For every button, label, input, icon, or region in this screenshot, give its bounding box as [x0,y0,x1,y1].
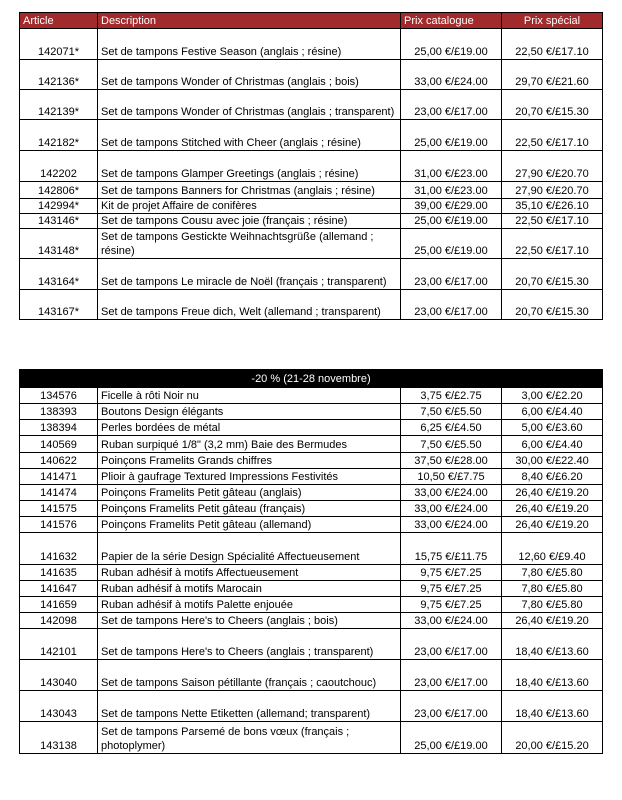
article-cell: 141647 [20,581,98,597]
table-row [20,214,603,229]
prix-catalogue-cell: 31,00 €/£23.00 [401,151,502,182]
prix-catalogue-cell: 7,50 €/£5.50 [401,404,502,420]
description-cell: Poinçons Framelits Petit gâteau (allemand) [98,517,401,533]
description-cell: Set de tampons Nette Etiketten (allemand; transparent) [98,691,401,722]
article-cell: 141659 [20,597,98,613]
prix-catalogue-cell: 7,50 €/£5.50 [401,436,502,453]
prix-special-cell: 6,00 €/£4.40 [502,404,603,420]
prix-catalogue-cell: 25,00 €/£19.00 [401,120,502,151]
prix-special-cell: 27,90 €/£20.70 [502,182,603,199]
article-cell: 142098 [20,613,98,629]
article-cell: 142136* [20,60,98,90]
prix-catalogue-cell: 39,00 €/£29.00 [401,199,502,214]
prix-catalogue-cell: 31,00 €/£23.00 [401,182,502,199]
prix-special-cell: 22,50 €/£17.10 [502,229,603,259]
table-row [20,565,603,581]
prix-special-cell: 3,00 €/£2.20 [502,388,603,404]
table-row [20,501,603,517]
prix-special-cell: 20,70 €/£15.30 [502,90,603,120]
table-row [20,388,603,404]
article-cell: 142182* [20,120,98,151]
description-cell: Set de tampons Banners for Christmas (anglais ; résine) [98,182,401,199]
prix-special-cell: 12,60 €/£9.40 [502,533,603,565]
section-header-row [20,370,603,388]
prix-special-cell: 20,70 €/£15.30 [502,259,603,290]
description-cell: Ruban adhésif à motifs Marocain [98,581,401,597]
prix-catalogue-cell: 25,00 €/£19.00 [401,214,502,229]
prix-special-cell: 26,40 €/£19.20 [502,501,603,517]
table-row [20,517,603,533]
description-cell: Set de tampons Here's to Cheers (anglais ; transparent) [98,629,401,660]
description-cell: Poinçons Framelits Petit gâteau (anglais) [98,485,401,501]
prix-special-cell: 20,00 €/£15.20 [502,722,603,754]
prix-special-cell: 20,70 €/£15.30 [502,290,603,320]
prix-catalogue-cell: 9,75 €/£7.25 [401,597,502,613]
description-cell: Set de tampons Freue dich, Welt (allemand ; transparent) [98,290,401,320]
description-cell: Set de tampons Saison pétillante (français ; caoutchouc) [98,660,401,691]
prix-catalogue-cell: 6,25 €/£4.50 [401,420,502,436]
prix-catalogue-cell: 23,00 €/£17.00 [401,259,502,290]
description-cell: Ruban adhésif à motifs Palette enjouée [98,597,401,613]
description-cell: Kit de projet Affaire de conifères [98,199,401,214]
prix-catalogue-cell: 33,00 €/£24.00 [401,613,502,629]
description-cell: Set de tampons Stitched with Cheer (anglais ; résine) [98,120,401,151]
table-row [20,182,603,199]
header-prix-special: Prix spécial [502,13,603,29]
table-row [20,151,603,182]
header-article: Article [20,13,98,29]
article-cell: 138393 [20,404,98,420]
table-row [20,420,603,436]
article-cell: 143148* [20,229,98,259]
table-row [20,581,603,597]
prix-special-cell: 26,40 €/£19.20 [502,485,603,501]
prix-catalogue-cell: 10,50 €/£7.75 [401,469,502,485]
table-row [20,29,603,60]
prix-catalogue-cell: 3,75 €/£2.75 [401,388,502,404]
prix-catalogue-cell: 23,00 €/£17.00 [401,691,502,722]
prix-catalogue-cell: 15,75 €/£11.75 [401,533,502,565]
article-cell: 142139* [20,90,98,120]
article-cell: 143043 [20,691,98,722]
prix-special-cell: 27,90 €/£20.70 [502,151,603,182]
header-prix-catalogue: Prix catalogue [401,13,502,29]
article-cell: 141635 [20,565,98,581]
prix-special-cell: 18,40 €/£13.60 [502,691,603,722]
price-table-main [19,12,603,320]
prix-catalogue-cell: 33,00 €/£24.00 [401,501,502,517]
description-cell: Ruban adhésif à motifs Affectueusement [98,565,401,581]
prix-special-cell: 35,10 €/£26.10 [502,199,603,214]
prix-special-cell: 18,40 €/£13.60 [502,660,603,691]
article-cell: 141471 [20,469,98,485]
article-cell: 140622 [20,453,98,469]
table-row [20,597,603,613]
prix-catalogue-cell: 9,75 €/£7.25 [401,581,502,597]
article-cell: 142071* [20,29,98,60]
description-cell: Set de tampons Wonder of Christmas (anglais ; transparent) [98,90,401,120]
description-cell: Set de tampons Festive Season (anglais ; résine) [98,29,401,60]
article-cell: 142101 [20,629,98,660]
prix-special-cell: 8,40 €/£6.20 [502,469,603,485]
prix-special-cell: 30,00 €/£22.40 [502,453,603,469]
prix-special-cell: 7,80 €/£5.80 [502,597,603,613]
table-row [20,229,603,259]
prix-catalogue-cell: 37,50 €/£28.00 [401,453,502,469]
description-cell: Ruban surpiqué 1/8" (3,2 mm) Baie des Bermudes [98,436,401,453]
description-cell: Set de tampons Here's to Cheers (anglais ; bois) [98,613,401,629]
header-description: Description [98,13,401,29]
description-cell: Set de tampons Le miracle de Noël (français ; transparent) [98,259,401,290]
description-cell: Boutons Design élégants [98,404,401,420]
table-row [20,485,603,501]
prix-special-cell: 22,50 €/£17.10 [502,29,603,60]
table-row [20,60,603,90]
description-cell: Plioir à gaufrage Textured Impressions Festivités [98,469,401,485]
article-cell: 143138 [20,722,98,754]
description-cell: Papier de la série Design Spécialité Affectueusement [98,533,401,565]
table-row [20,199,603,214]
prix-special-cell: 29,70 €/£21.60 [502,60,603,90]
prix-catalogue-cell: 33,00 €/£24.00 [401,517,502,533]
article-cell: 141474 [20,485,98,501]
article-cell: 134576 [20,388,98,404]
table-row [20,404,603,420]
table-row [20,722,603,754]
table-header-row [20,13,603,29]
article-cell: 141632 [20,533,98,565]
description-cell: Set de tampons Gestickte Weihnachtsgrüße (allemand ; résine) [98,229,401,259]
section-title: -20 % (21-28 novembre) [20,370,603,388]
article-cell: 140569 [20,436,98,453]
article-cell: 143146* [20,214,98,229]
article-cell: 142994* [20,199,98,214]
article-cell: 141575 [20,501,98,517]
article-cell: 141576 [20,517,98,533]
table-row [20,290,603,320]
table-row [20,629,603,660]
prix-catalogue-cell: 25,00 €/£19.00 [401,722,502,754]
table-row [20,436,603,453]
article-cell: 138394 [20,420,98,436]
description-cell: Set de tampons Parsemé de bons vœux (français ; photoplymer) [98,722,401,754]
prix-special-cell: 5,00 €/£3.60 [502,420,603,436]
description-cell: Set de tampons Glamper Greetings (anglais ; résine) [98,151,401,182]
prix-special-cell: 18,40 €/£13.60 [502,629,603,660]
table-row [20,533,603,565]
prix-catalogue-cell: 33,00 €/£24.00 [401,485,502,501]
prix-special-cell: 22,50 €/£17.10 [502,214,603,229]
table-row [20,469,603,485]
description-cell: Ficelle à rôti Noir nu [98,388,401,404]
prix-catalogue-cell: 23,00 €/£17.00 [401,629,502,660]
article-cell: 143040 [20,660,98,691]
article-cell: 143167* [20,290,98,320]
prix-special-cell: 7,80 €/£5.80 [502,565,603,581]
prix-catalogue-cell: 25,00 €/£19.00 [401,229,502,259]
description-cell: Poinçons Framelits Grands chiffres [98,453,401,469]
table-row [20,691,603,722]
prix-special-cell: 6,00 €/£4.40 [502,436,603,453]
description-cell: Set de tampons Cousu avec joie (français ; résine) [98,214,401,229]
prix-catalogue-cell: 9,75 €/£7.25 [401,565,502,581]
prix-special-cell: 22,50 €/£17.10 [502,120,603,151]
description-cell: Poinçons Framelits Petit gâteau (français) [98,501,401,517]
table-row [20,660,603,691]
prix-special-cell: 7,80 €/£5.80 [502,581,603,597]
table-row [20,259,603,290]
table-row [20,120,603,151]
table-row [20,613,603,629]
prix-catalogue-cell: 23,00 €/£17.00 [401,90,502,120]
article-cell: 142202 [20,151,98,182]
table-row [20,453,603,469]
prix-special-cell: 26,40 €/£19.20 [502,613,603,629]
article-cell: 142806* [20,182,98,199]
table-row [20,90,603,120]
prix-catalogue-cell: 33,00 €/£24.00 [401,60,502,90]
article-cell: 143164* [20,259,98,290]
description-cell: Set de tampons Wonder of Christmas (anglais ; bois) [98,60,401,90]
prix-catalogue-cell: 23,00 €/£17.00 [401,290,502,320]
prix-catalogue-cell: 25,00 €/£19.00 [401,29,502,60]
price-table-promo [19,369,603,754]
description-cell: Perles bordées de métal [98,420,401,436]
prix-special-cell: 26,40 €/£19.20 [502,517,603,533]
prix-catalogue-cell: 23,00 €/£17.00 [401,660,502,691]
